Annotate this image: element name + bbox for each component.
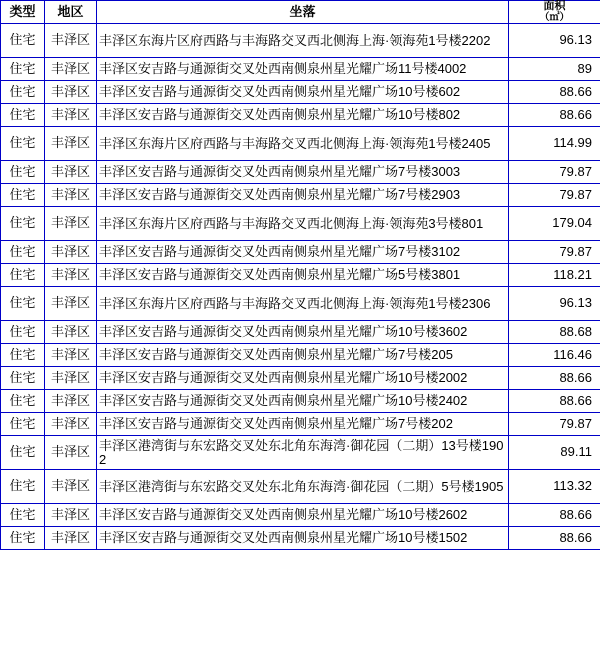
cell-area[interactable]: 79.87 xyxy=(509,241,600,264)
cell-address[interactable]: 丰泽区港湾街与东宏路交叉处东北角东海湾·御花园（二期）5号楼1905 xyxy=(97,470,509,504)
cell-area[interactable]: 96.13 xyxy=(509,24,600,58)
cell-area[interactable]: 79.87 xyxy=(509,161,600,184)
cell-address[interactable]: 丰泽区安吉路与通源街交叉处西南侧泉州星光耀广场7号楼3102 xyxy=(97,241,509,264)
cell-region[interactable]: 丰泽区 xyxy=(45,241,97,264)
table-row[interactable] xyxy=(1,241,600,264)
table-body xyxy=(1,24,600,550)
cell-type[interactable]: 住宅 xyxy=(1,24,45,58)
table-row[interactable] xyxy=(1,436,600,470)
cell-region[interactable]: 丰泽区 xyxy=(45,527,97,550)
cell-address[interactable]: 丰泽区安吉路与通源街交叉处西南侧泉州星光耀广场10号楼3602 xyxy=(97,321,509,344)
cell-region[interactable]: 丰泽区 xyxy=(45,367,97,390)
cell-region[interactable]: 丰泽区 xyxy=(45,127,97,161)
cell-address[interactable]: 丰泽区安吉路与通源街交叉处西南侧泉州星光耀广场10号楼2002 xyxy=(97,367,509,390)
cell-region[interactable]: 丰泽区 xyxy=(45,81,97,104)
cell-area[interactable]: 116.46 xyxy=(509,344,600,367)
cell-type[interactable]: 住宅 xyxy=(1,104,45,127)
cell-address[interactable]: 丰泽区安吉路与通源街交叉处西南侧泉州星光耀广场10号楼2402 xyxy=(97,390,509,413)
cell-type[interactable]: 住宅 xyxy=(1,81,45,104)
cell-area[interactable]: 88.66 xyxy=(509,527,600,550)
cell-type[interactable]: 住宅 xyxy=(1,264,45,287)
cell-region[interactable]: 丰泽区 xyxy=(45,344,97,367)
cell-type[interactable]: 住宅 xyxy=(1,241,45,264)
cell-address[interactable]: 丰泽区安吉路与通源街交叉处西南侧泉州星光耀广场10号楼2602 xyxy=(97,504,509,527)
table-row[interactable] xyxy=(1,264,600,287)
cell-region[interactable]: 丰泽区 xyxy=(45,207,97,241)
cell-area[interactable]: 89.11 xyxy=(509,436,600,470)
cell-area[interactable]: 88.66 xyxy=(509,81,600,104)
table-row[interactable] xyxy=(1,24,600,58)
cell-type[interactable]: 住宅 xyxy=(1,287,45,321)
cell-type[interactable]: 住宅 xyxy=(1,470,45,504)
column-header-area-label: 面积 xyxy=(543,0,566,12)
table-row[interactable] xyxy=(1,207,600,241)
cell-type[interactable]: 住宅 xyxy=(1,504,45,527)
cell-area[interactable]: 113.32 xyxy=(509,470,600,504)
cell-address[interactable]: 丰泽区安吉路与通源街交叉处西南侧泉州星光耀广场7号楼3003 xyxy=(97,161,509,184)
cell-type[interactable]: 住宅 xyxy=(1,367,45,390)
cell-area[interactable]: 88.66 xyxy=(509,104,600,127)
cell-region[interactable]: 丰泽区 xyxy=(45,470,97,504)
column-header-area xyxy=(509,1,600,24)
table-header xyxy=(1,1,600,24)
column-header-address: 坐落 xyxy=(97,1,509,24)
cell-area[interactable]: 79.87 xyxy=(509,184,600,207)
cell-region[interactable]: 丰泽区 xyxy=(45,161,97,184)
cell-type[interactable]: 住宅 xyxy=(1,413,45,436)
cell-type[interactable]: 住宅 xyxy=(1,527,45,550)
cell-region[interactable]: 丰泽区 xyxy=(45,58,97,81)
cell-type[interactable]: 住宅 xyxy=(1,127,45,161)
cell-area[interactable]: 88.68 xyxy=(509,321,600,344)
cell-type[interactable]: 住宅 xyxy=(1,321,45,344)
cell-address[interactable]: 丰泽区东海片区府西路与丰海路交叉西北侧海上海·领海苑1号楼2202 xyxy=(97,24,509,58)
cell-region[interactable]: 丰泽区 xyxy=(45,24,97,58)
cell-region[interactable]: 丰泽区 xyxy=(45,390,97,413)
cell-type[interactable]: 住宅 xyxy=(1,436,45,470)
column-header-area-unit: （㎡） xyxy=(539,11,570,23)
cell-type[interactable]: 住宅 xyxy=(1,344,45,367)
table-row[interactable] xyxy=(1,321,600,344)
cell-address[interactable]: 丰泽区港湾街与东宏路交叉处东北角东海湾·御花园（二期）13号楼1902 xyxy=(97,436,509,470)
cell-area[interactable]: 79.87 xyxy=(509,413,600,436)
table-row[interactable] xyxy=(1,413,600,436)
cell-address[interactable]: 丰泽区安吉路与通源街交叉处西南侧泉州星光耀广场7号楼205 xyxy=(97,344,509,367)
cell-address[interactable]: 丰泽区东海片区府西路与丰海路交叉西北侧海上海·领海苑1号楼2306 xyxy=(97,287,509,321)
cell-region[interactable]: 丰泽区 xyxy=(45,321,97,344)
cell-area[interactable]: 96.13 xyxy=(509,287,600,321)
cell-type[interactable]: 住宅 xyxy=(1,184,45,207)
table-row[interactable] xyxy=(1,504,600,527)
cell-region[interactable]: 丰泽区 xyxy=(45,287,97,321)
cell-region[interactable]: 丰泽区 xyxy=(45,504,97,527)
table-row[interactable] xyxy=(1,127,600,161)
cell-area[interactable]: 88.66 xyxy=(509,390,600,413)
cell-address[interactable]: 丰泽区东海片区府西路与丰海路交叉西北侧海上海·领海苑1号楼2405 xyxy=(97,127,509,161)
table-row[interactable] xyxy=(1,344,600,367)
table-row[interactable] xyxy=(1,58,600,81)
table-row[interactable] xyxy=(1,287,600,321)
table-row[interactable] xyxy=(1,367,600,390)
cell-address[interactable]: 丰泽区安吉路与通源街交叉处西南侧泉州星光耀广场5号楼3801 xyxy=(97,264,509,287)
cell-address[interactable]: 丰泽区安吉路与通源街交叉处西南侧泉州星光耀广场7号楼202 xyxy=(97,413,509,436)
header-row xyxy=(1,1,600,24)
cell-area[interactable]: 118.21 xyxy=(509,264,600,287)
cell-address[interactable]: 丰泽区东海片区府西路与丰海路交叉西北侧海上海·领海苑3号楼801 xyxy=(97,207,509,241)
table-row[interactable] xyxy=(1,161,600,184)
column-header-type: 类型 xyxy=(1,1,45,24)
cell-area[interactable]: 88.66 xyxy=(509,367,600,390)
cell-address[interactable]: 丰泽区安吉路与通源街交叉处西南侧泉州星光耀广场10号楼802 xyxy=(97,104,509,127)
table-row[interactable] xyxy=(1,104,600,127)
table-row[interactable] xyxy=(1,470,600,504)
cell-type[interactable]: 住宅 xyxy=(1,390,45,413)
cell-region[interactable]: 丰泽区 xyxy=(45,184,97,207)
table-row[interactable] xyxy=(1,390,600,413)
cell-region[interactable]: 丰泽区 xyxy=(45,413,97,436)
cell-type[interactable]: 住宅 xyxy=(1,58,45,81)
cell-address[interactable]: 丰泽区安吉路与通源街交叉处西南侧泉州星光耀广场7号楼2903 xyxy=(97,184,509,207)
cell-address[interactable]: 丰泽区安吉路与通源街交叉处西南侧泉州星光耀广场11号楼4002 xyxy=(97,58,509,81)
cell-area[interactable]: 88.66 xyxy=(509,504,600,527)
cell-region[interactable]: 丰泽区 xyxy=(45,436,97,470)
cell-type[interactable]: 住宅 xyxy=(1,161,45,184)
cell-area[interactable]: 179.04 xyxy=(509,207,600,241)
cell-region[interactable]: 丰泽区 xyxy=(45,264,97,287)
table-row[interactable] xyxy=(1,184,600,207)
cell-area[interactable]: 114.99 xyxy=(509,127,600,161)
cell-address[interactable]: 丰泽区安吉路与通源街交叉处西南侧泉州星光耀广场10号楼1502 xyxy=(97,527,509,550)
cell-area[interactable]: 89 xyxy=(509,58,600,81)
cell-region[interactable]: 丰泽区 xyxy=(45,104,97,127)
table-row[interactable] xyxy=(1,81,600,104)
cell-address[interactable]: 丰泽区安吉路与通源街交叉处西南侧泉州星光耀广场10号楼602 xyxy=(97,81,509,104)
table-row[interactable] xyxy=(1,527,600,550)
column-header-region: 地区 xyxy=(45,1,97,24)
cell-type[interactable]: 住宅 xyxy=(1,207,45,241)
